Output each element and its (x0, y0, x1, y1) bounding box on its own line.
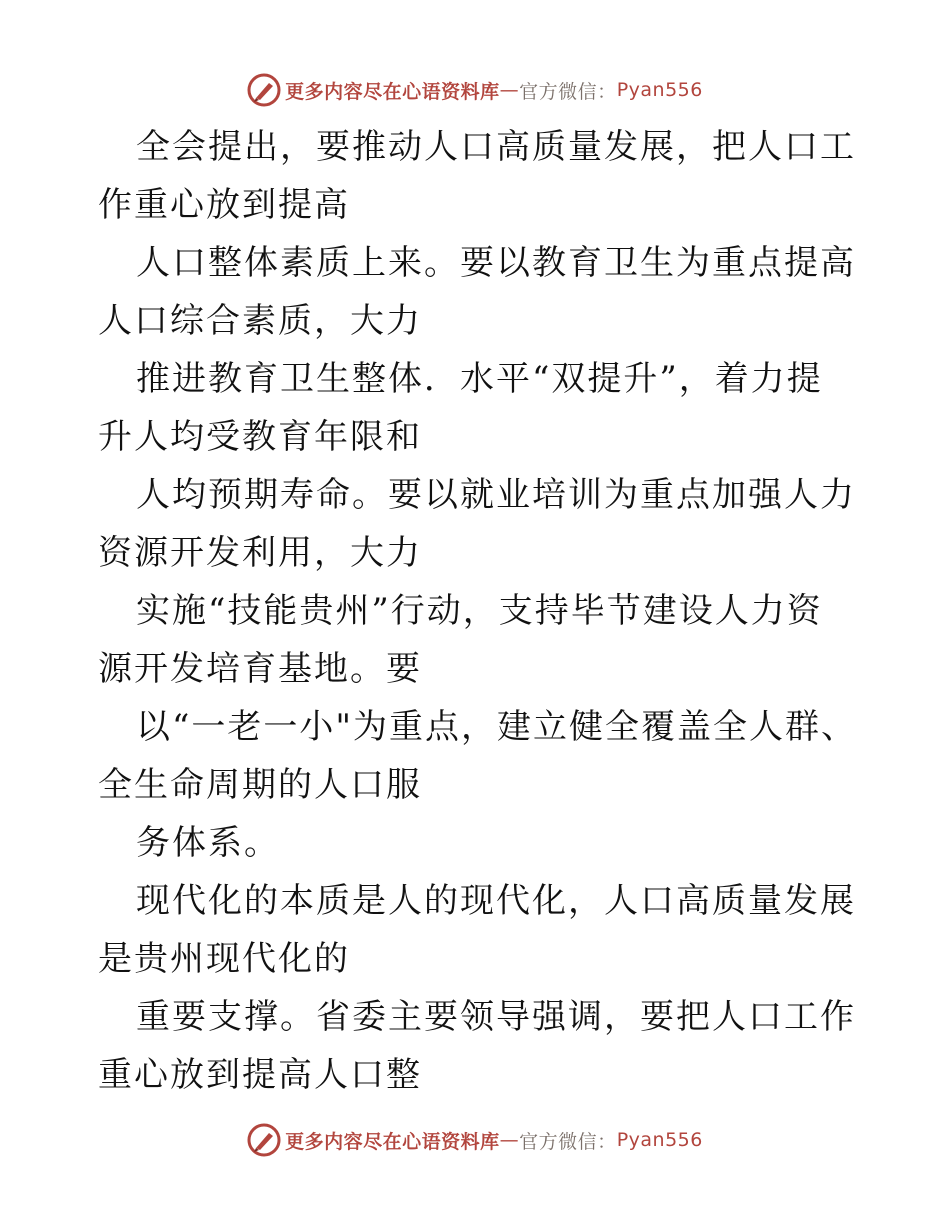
footer-site-name: 更多内容尽在心语资料库 (285, 1130, 500, 1153)
paragraph: 全会提出，要推动人口高质量发展，把人口工作重心放到提高 (98, 127, 856, 225)
header-banner (0, 70, 950, 110)
paragraph: 现代化的本质是人的现代化，人口高质量发展是贵州现代化的 (98, 881, 856, 979)
header-dash: — (499, 79, 520, 101)
pen-logo-icon (247, 1123, 281, 1157)
footer-wechat-id: Pyan556 (616, 1129, 703, 1151)
footer-wechat-label: 官方微信： (519, 1130, 617, 1153)
paragraph: 人均预期寿命。要以就业培训为重点加强人力资源开发利用，大力 (98, 475, 856, 573)
paragraph: 推进教育卫生整体．水平“双提升”，着力提升人均受教育年限和 (98, 359, 823, 457)
footer-dash: — (499, 1129, 520, 1151)
paragraph: 务体系。 (136, 823, 280, 863)
paragraph: 重要支撑。省委主要领导强调，要把人口工作重心放到提高人口整 (98, 997, 856, 1095)
document-body (98, 118, 858, 1104)
header-wechat-id: Pyan556 (616, 79, 703, 101)
paragraph: 以“一老一小"为重点，建立健全覆盖全人群、全生命周期的人口服 (98, 707, 858, 805)
paragraph: 实施“技能贵州”行动，支持毕节建设人力资源开发培育基地。要 (98, 591, 823, 689)
header-wechat-label: 官方微信： (519, 80, 617, 103)
pen-logo-icon (247, 73, 281, 107)
paragraph: 人口整体素质上来。要以教育卫生为重点提高人口综合素质，大力 (98, 243, 856, 341)
footer-banner (0, 1120, 950, 1160)
header-site-name: 更多内容尽在心语资料库 (285, 80, 500, 103)
